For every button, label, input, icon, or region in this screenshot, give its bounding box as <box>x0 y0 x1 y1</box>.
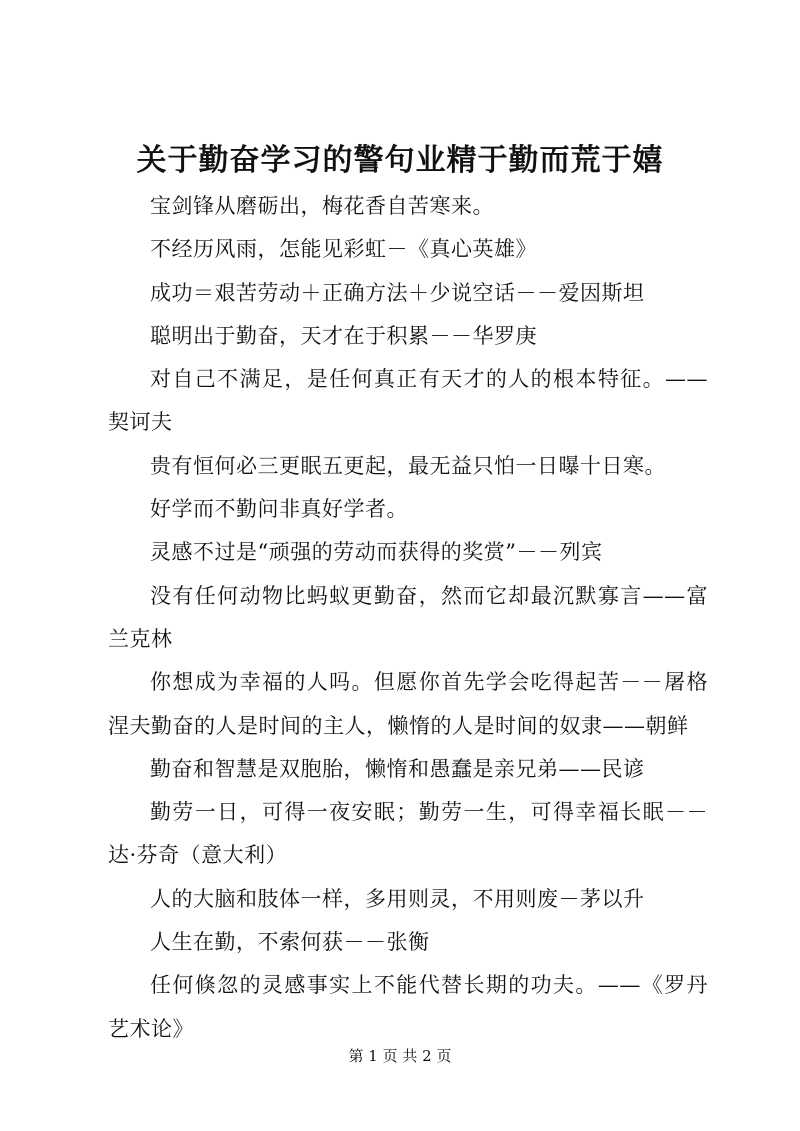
document-body <box>108 185 708 1051</box>
paragraph-11: 勤奋和智慧是双胞胎，懒惰和愚蠢是亲兄弟——民谚 <box>150 756 645 781</box>
paragraph-6: 贵有恒何必三更眠五更起，最无益只怕一日曝十日寒。 <box>150 453 666 478</box>
paragraph-12: 勤劳一日，可得一夜安眠；勤劳一生，可得幸福长眠－－达·芬奇（意大利） <box>108 800 708 868</box>
paragraph-14: 人生在勤，不索何获－－张衡 <box>150 930 430 955</box>
paragraph-1: 宝剑锋从磨砺出，梅花香自苦寒来。 <box>150 194 494 218</box>
page-indicator: 第 1 页 共 2 页 <box>348 1047 452 1065</box>
page-title: 关于勤奋学习的警句业精于勤而荒于嬉 <box>136 143 664 178</box>
paragraph-4: 聪明出于勤奋，天才在于积累－－华罗庚 <box>150 323 537 348</box>
paragraph-8: 灵感不过是“顽强的劳动而获得的奖赏”－－列宾 <box>150 540 603 565</box>
paragraph-13: 人的大脑和肢体一样，多用则灵，不用则废－茅以升 <box>150 886 645 911</box>
paragraph-15: 任何倏忽的灵感事实上不能代替长期的功夫。——《罗丹艺术论》 <box>108 973 708 1041</box>
paragraph-3: 成功＝艰苦劳动＋正确方法＋少说空话－－爱因斯坦 <box>150 280 645 305</box>
paragraph-10: 你想成为幸福的人吗。但愿你首先学会吃得起苦－－屠格涅夫勤奋的人是时间的主人，懒惰的人是时间的奴隶——朝鲜 <box>108 670 708 738</box>
paragraph-7: 好学而不勤问非真好学者。 <box>150 497 408 522</box>
paragraph-5: 对自己不满足，是任何真正有天才的人的根本特征。——契诃夫 <box>108 367 708 435</box>
paragraph-2: 不经历风雨，怎能见彩虹－《真心英雄》 <box>150 237 537 262</box>
paragraph-9: 没有任何动物比蚂蚁更勤奋，然而它却最沉默寡言——富兰克林 <box>108 583 708 651</box>
